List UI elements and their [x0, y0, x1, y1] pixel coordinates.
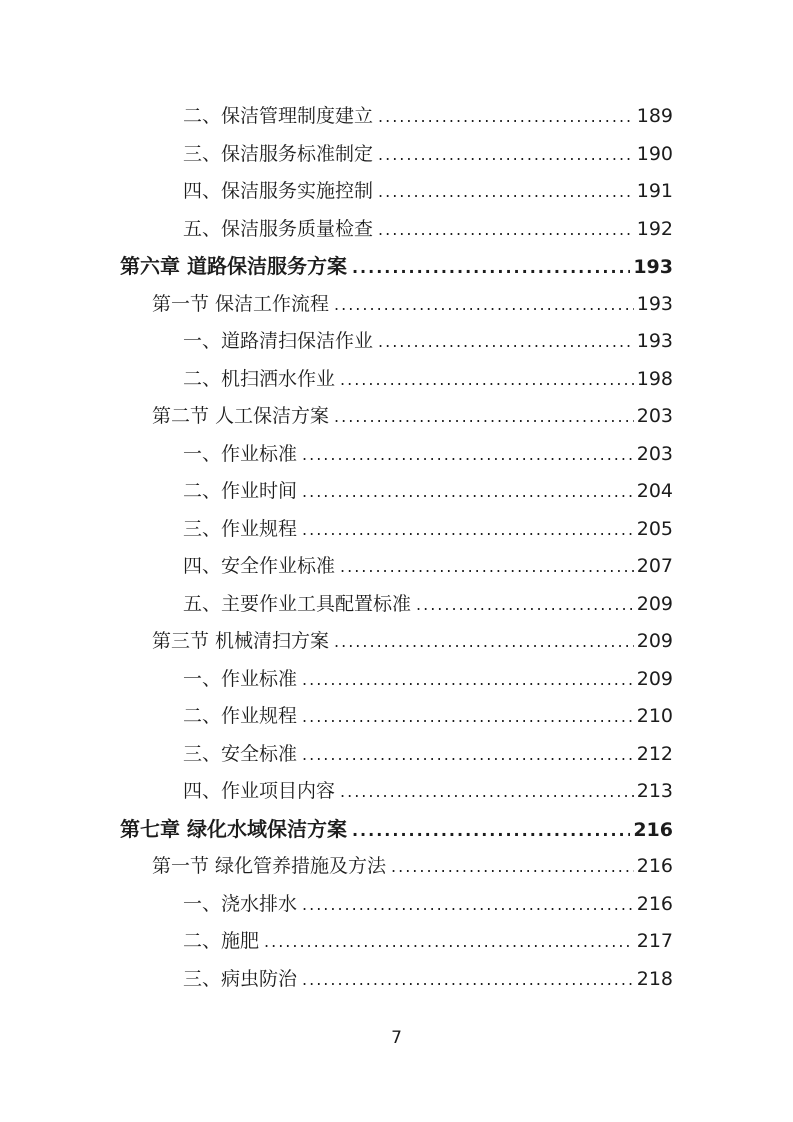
toc-entry-label: 四、保洁服务实施控制	[183, 180, 374, 202]
toc-entry[interactable]	[183, 736, 673, 774]
toc-entry-page: 198	[636, 367, 673, 390]
dot-leader	[340, 548, 634, 586]
dot-leader	[302, 698, 634, 736]
footer-page-number: 7	[391, 1028, 402, 1048]
toc-entry-label: 第七章 绿化水域保洁方案	[120, 816, 347, 841]
toc-entry-label: 三、作业规程	[183, 517, 298, 540]
dot-leader	[302, 736, 634, 774]
toc-entry-page: 209	[636, 592, 673, 615]
toc-entry-page: 218	[636, 967, 673, 990]
toc-entry[interactable]	[183, 773, 673, 811]
dot-leader	[378, 211, 634, 249]
dot-leader	[416, 586, 634, 624]
toc-entry-page: 203	[636, 405, 673, 427]
toc-entry-label: 第六章 道路保洁服务方案	[120, 254, 347, 278]
toc-entry-page: 193	[636, 292, 673, 315]
toc-entry-label: 第一节 保洁工作流程	[152, 292, 330, 315]
toc-entry[interactable]	[183, 586, 673, 624]
toc-entry-label: 二、作业规程	[183, 705, 298, 727]
toc-entry[interactable]	[183, 548, 673, 586]
toc-entry-label: 三、保洁服务标准制定	[183, 142, 374, 165]
toc-entry-label: 四、作业项目内容	[183, 780, 336, 802]
toc-entry-section[interactable]	[152, 848, 673, 886]
toc-entry[interactable]	[183, 923, 673, 961]
dot-leader	[334, 286, 634, 324]
toc-entry-page: 203	[636, 442, 673, 465]
toc-entry[interactable]	[183, 886, 673, 924]
toc-entry-label: 第二节 人工保洁方案	[152, 405, 330, 427]
toc-entry-section[interactable]	[152, 398, 673, 436]
toc-entry[interactable]	[183, 361, 673, 399]
toc-entry-page: 191	[636, 180, 673, 202]
toc-entry-page: 190	[636, 142, 673, 165]
toc-entry-chapter[interactable]	[120, 811, 673, 849]
toc-entry-page: 192	[636, 217, 673, 240]
toc-entry-page: 216	[633, 818, 673, 841]
toc-entry-label: 一、浇水排水	[183, 892, 298, 915]
dot-leader	[302, 436, 634, 474]
toc-entry-page: 209	[636, 630, 673, 652]
dot-leader	[302, 473, 634, 511]
toc-entry-page: 216	[636, 855, 673, 877]
toc-entry[interactable]	[183, 661, 673, 699]
dot-leader	[391, 848, 634, 886]
toc-entry[interactable]	[183, 698, 673, 736]
toc-entry-section[interactable]	[152, 623, 673, 661]
toc-entry[interactable]	[183, 323, 673, 361]
dot-leader	[340, 773, 634, 811]
toc-entry-label: 三、安全标准	[183, 742, 298, 765]
dot-leader	[302, 511, 634, 549]
toc-entry-page: 193	[636, 330, 673, 352]
toc-entry[interactable]	[183, 961, 673, 999]
toc-entry-page: 193	[633, 256, 673, 278]
dot-leader	[352, 249, 630, 287]
dot-leader	[378, 136, 634, 174]
toc-entry-label: 二、机扫洒水作业	[183, 367, 336, 390]
dot-leader	[334, 623, 634, 661]
dot-leader	[352, 812, 630, 850]
toc-entry-label: 四、安全作业标准	[183, 555, 336, 577]
toc-entry-label: 第一节 绿化管养措施及方法	[152, 855, 387, 877]
toc-entry-label: 二、保洁管理制度建立	[183, 105, 374, 127]
toc-entry-label: 一、作业标准	[183, 442, 298, 465]
toc-entry-page: 216	[636, 892, 673, 915]
dot-leader	[378, 98, 634, 136]
toc-entry-label: 五、主要作业工具配置标准	[183, 592, 412, 615]
toc-entry-page: 189	[636, 105, 673, 127]
toc-entry[interactable]	[183, 173, 673, 211]
toc-entry-label: 第三节 机械清扫方案	[152, 630, 330, 652]
toc-entry-page: 207	[636, 555, 673, 577]
toc-entry-page: 204	[636, 480, 673, 502]
toc-entry[interactable]	[183, 473, 673, 511]
toc-entry[interactable]	[183, 136, 673, 174]
toc-entry[interactable]	[183, 511, 673, 549]
toc-entry[interactable]	[183, 98, 673, 136]
dot-leader	[340, 361, 634, 399]
dot-leader	[334, 398, 634, 436]
dot-leader	[302, 886, 634, 924]
toc-entry-page: 213	[636, 780, 673, 802]
toc-entry-page: 217	[636, 930, 673, 952]
toc-entry-label: 二、作业时间	[183, 480, 298, 502]
dot-leader	[302, 961, 634, 999]
dot-leader	[302, 661, 634, 699]
toc-entry[interactable]	[183, 436, 673, 474]
toc-entry-label: 一、作业标准	[183, 667, 298, 690]
toc-entry-label: 三、病虫防治	[183, 967, 298, 990]
toc-entry-page: 212	[636, 742, 673, 765]
toc-entry[interactable]	[183, 211, 673, 249]
table-of-contents	[120, 98, 673, 998]
dot-leader	[264, 923, 634, 961]
dot-leader	[378, 173, 634, 211]
toc-entry-page: 205	[636, 517, 673, 540]
dot-leader	[378, 323, 634, 361]
toc-entry-label: 一、道路清扫保洁作业	[183, 330, 374, 352]
toc-entry-section[interactable]	[152, 286, 673, 324]
toc-entry-chapter[interactable]	[120, 248, 673, 286]
toc-entry-label: 五、保洁服务质量检查	[183, 217, 374, 240]
toc-entry-label: 二、施肥	[183, 930, 260, 952]
toc-entry-page: 209	[636, 667, 673, 690]
toc-entry-page: 210	[636, 705, 673, 727]
